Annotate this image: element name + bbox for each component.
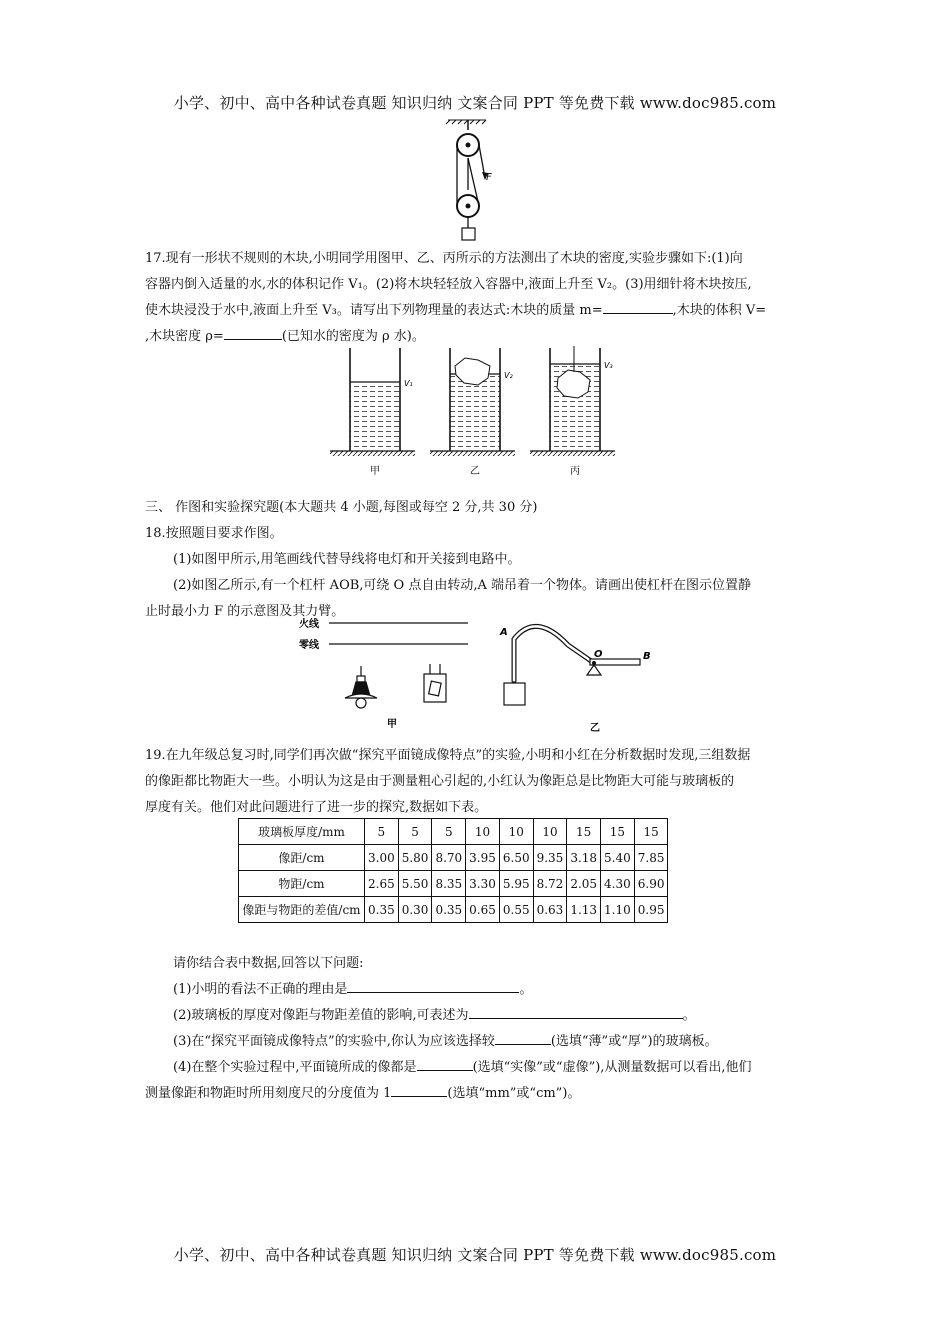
answer-blank-3[interactable]: [495, 1030, 551, 1045]
row-label: 玻璃板厚度/mm: [239, 819, 365, 845]
answer-blank-mass[interactable]: [603, 299, 673, 314]
table-cell: 2.65: [365, 871, 399, 897]
switch: [424, 664, 446, 702]
table-cell: 0.95: [634, 897, 668, 923]
hanging-object: [504, 683, 525, 705]
lever-a-label: A: [500, 627, 508, 638]
q17-text: 17.现有一形状不规则的木块,小明同学用图甲、乙、丙所示的方法测出了木块的密度,实验步骤如下:(1)向 容器内倒入适量的水,水的体积记作 V₁。(2)将木块轻轻放入容器中,液面上升至 V₂。(3)用细针将木块按压, 使木块浸没于水中,液面上升至 V₃。请写出下列物理量的表达式:木块的质量 m= ,木块的体积 V= ,木块密度 ρ= (已知水的密度为 ρ 水)。: [145, 251, 767, 344]
lever-o-label: O: [594, 649, 603, 660]
table-cell: 5.50: [398, 871, 432, 897]
answer-blank-5[interactable]: [391, 1082, 447, 1097]
table-cell: 5.40: [601, 845, 635, 871]
table-cell: 3.30: [466, 871, 500, 897]
answer-blank-1[interactable]: [347, 978, 519, 993]
table-cell: 9.35: [533, 845, 567, 871]
table-row: [239, 845, 668, 871]
fig-jia-label: 甲: [370, 466, 380, 477]
table-cell: 4.30: [601, 871, 635, 897]
table-cell: 8.70: [432, 845, 466, 871]
table-cell: 1.10: [601, 897, 635, 923]
table-cell: 8.72: [533, 871, 567, 897]
cylinder-jia: [330, 348, 415, 477]
neutral-wire-label: 零线: [299, 640, 319, 651]
data-table: [238, 818, 668, 923]
cylinders-diagram: [330, 344, 620, 479]
table-cell: 0.30: [398, 897, 432, 923]
table-cell: 0.63: [533, 897, 567, 923]
table-cell: 10: [533, 819, 567, 845]
lever-b-label: B: [643, 651, 651, 662]
lamp: [345, 666, 377, 708]
table-cell: 3.00: [365, 845, 399, 871]
table-cell: 6.90: [634, 871, 668, 897]
data-table-body: [239, 819, 668, 923]
table-row: [239, 819, 668, 845]
v1-label: V₁: [404, 379, 413, 388]
table-cell: 0.35: [365, 897, 399, 923]
table-cell: 10: [466, 819, 500, 845]
ceiling-hatch: [446, 120, 486, 124]
table-cell: 0.65: [466, 897, 500, 923]
cylinder-bing: [530, 346, 615, 477]
table-cell: 0.55: [499, 897, 533, 923]
fig-a-label: 甲: [387, 719, 397, 730]
table-cell: 3.95: [466, 845, 500, 871]
table-cell: 15: [601, 819, 635, 845]
q19-answers: 请你结合表中数据,回答以下问题: (1)小明的看法不正确的理由是 。 (2)玻璃板的厚度对像距与物距差值的影响,可表述为 。 (3)在“探究平面镜成像特点”的实验中,你认为应该选择较 (选填“薄”或“厚”)的玻璃板。 (4)在整个实验过程中,平面镜所成的像都是 (选填“实像”或“虚像”),从测量数据可以看出,他们 测量像距和物距时所用刻度尺的分度值为 1 (选填“mm”或“cm”)。: [145, 956, 752, 1101]
table-cell: 15: [567, 819, 601, 845]
pulley-diagram: [440, 118, 500, 244]
fig-b-label: 乙: [590, 723, 600, 734]
v3-label: V₃: [604, 361, 613, 370]
answer-blank-4[interactable]: [417, 1056, 473, 1071]
section3-and-q18: 三、 作图和实验探究题(本大题共 4 小题,每图或每空 2 分,共 30 分) 18.按照题目要求作图。 (1)如图甲所示,用笔画线代替导线将电灯和开关接到电路中。 (2)如图乙所示,有一个杠杆 AOB,可绕 O 点自由转动,A 端吊着一个物体。请画出使杠杆在图示位置静 止时最小力 F 的示意图及其力臂。: [145, 495, 810, 625]
table-cell: 8.35: [432, 871, 466, 897]
table-cell: 5: [398, 819, 432, 845]
page-footer: 小学、初中、高中各种试卷真题 知识归纳 文案合同 PPT 等免费下载 www.doc985.com: [173, 1246, 777, 1264]
fulcrum: [587, 665, 601, 675]
lever-diagram: [498, 615, 663, 735]
force-label: F: [486, 172, 492, 183]
page-header: 小学、初中、高中各种试卷真题 知识归纳 文案合同 PPT 等免费下载 www.doc985.com: [173, 94, 777, 112]
table-cell: 5.80: [398, 845, 432, 871]
row-label: 像距/cm: [239, 845, 365, 871]
table-cell: 0.35: [432, 897, 466, 923]
table-cell: 5.95: [499, 871, 533, 897]
q19-text: 19.在九年级总复习时,同学们再次做“探究平面镜成像特点”的实验,小明和小红在分析数据时发现,三组数据 的像距都比物距大一些。小明认为这是由于测量粗心引起的,小红认为像距总是比物距大可能与玻璃板的 厚度有关。他们对此问题进行了进一步的探究,数据如下表。: [145, 748, 751, 815]
fig-yi-label: 乙: [470, 466, 480, 477]
table-cell: 7.85: [634, 845, 668, 871]
circuit-diagram: [295, 612, 480, 732]
table-cell: 6.50: [499, 845, 533, 871]
fig-bing-label: 丙: [570, 466, 580, 477]
answer-blank-density[interactable]: [224, 325, 282, 340]
live-wire-label: 火线: [299, 619, 319, 630]
table-cell: 5: [432, 819, 466, 845]
table-row: [239, 871, 668, 897]
v2-label: V₂: [504, 371, 513, 380]
section-title: 三、 作图和实验探究题(本大题共 4 小题,每图或每空 2 分,共 30 分): [145, 500, 538, 515]
table-cell: 2.05: [567, 871, 601, 897]
table-row: [239, 897, 668, 923]
table-cell: 1.13: [567, 897, 601, 923]
cylinder-yi: [430, 348, 515, 477]
hanging-weight: [462, 228, 475, 240]
answer-blank-2[interactable]: [469, 1004, 683, 1019]
table-cell: 3.18: [567, 845, 601, 871]
table-cell: 5: [365, 819, 399, 845]
row-label: 像距与物距的差值/cm: [239, 897, 365, 923]
table-cell: 15: [634, 819, 668, 845]
row-label: 物距/cm: [239, 871, 365, 897]
table-cell: 10: [499, 819, 533, 845]
